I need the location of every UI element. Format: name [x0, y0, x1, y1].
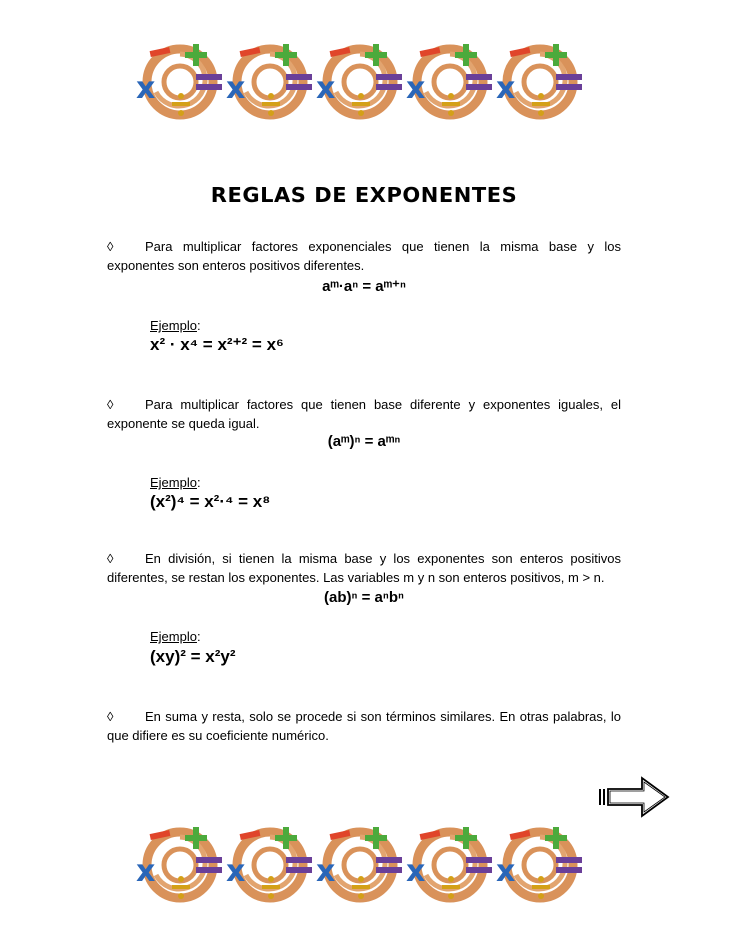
example-label: Ejemplo	[150, 475, 197, 490]
rule-2-description: Para multiplicar factores que tienen base diferente y exponentes iguales, el exponente se queda igual.	[107, 397, 621, 431]
rule-4-text	[107, 707, 621, 745]
rule-1-description: Para multiplicar factores exponenciales que tienen la misma base y los exponentes son enteros positivos diferentes.	[107, 239, 621, 273]
bottom-decorative-border	[138, 823, 578, 909]
rule-3-formula: (ab)ⁿ = aⁿbⁿ	[324, 589, 404, 606]
rule-2-example-label	[150, 475, 201, 490]
example-colon: :	[196, 629, 201, 644]
page-title: REGLAS DE EXPONENTES	[210, 183, 518, 207]
rule-3-example: (xy)² = x²y²	[150, 647, 236, 666]
rule-2-formula: (aᵐ)ⁿ = aᵐⁿ	[327, 433, 401, 450]
example-label: Ejemplo	[150, 629, 197, 644]
rule-3-text	[107, 549, 621, 587]
bullet-diamond-icon: ◊	[107, 239, 114, 254]
rule-1-text	[107, 237, 621, 275]
math-operator-spiral-border-icon	[138, 823, 578, 909]
rule-1-example-label	[150, 318, 201, 333]
bullet-diamond-icon: ◊	[107, 551, 114, 566]
example-colon: :	[196, 475, 201, 490]
rule-4-description: En suma y resta, solo se procede si son términos similares. En otras palabras, lo que difiere es su coeficiente numérico.	[107, 709, 621, 743]
rule-3-example-label	[150, 629, 201, 644]
top-decorative-border	[138, 40, 578, 126]
bullet-diamond-icon: ◊	[107, 709, 114, 724]
rule-1-example: x² · x⁴ = x²⁺² = x⁶	[150, 335, 284, 354]
rule-1-formula: aᵐ·aⁿ = aᵐ⁺ⁿ	[322, 278, 406, 295]
bullet-diamond-icon: ◊	[107, 397, 114, 412]
example-colon: :	[196, 318, 201, 333]
next-arrow-icon[interactable]	[598, 776, 670, 818]
rule-3-description: En división, si tienen la misma base y los exponentes son enteros positivos diferentes, se restan los exponentes. Las variables m y n son enteros positivos, m > n.	[107, 551, 621, 585]
rule-2-text	[107, 395, 621, 433]
math-operator-spiral-border-icon	[138, 40, 578, 126]
example-label: Ejemplo	[150, 318, 197, 333]
rule-2-example: (x²)⁴ = x²·⁴ = x⁸	[150, 492, 271, 511]
